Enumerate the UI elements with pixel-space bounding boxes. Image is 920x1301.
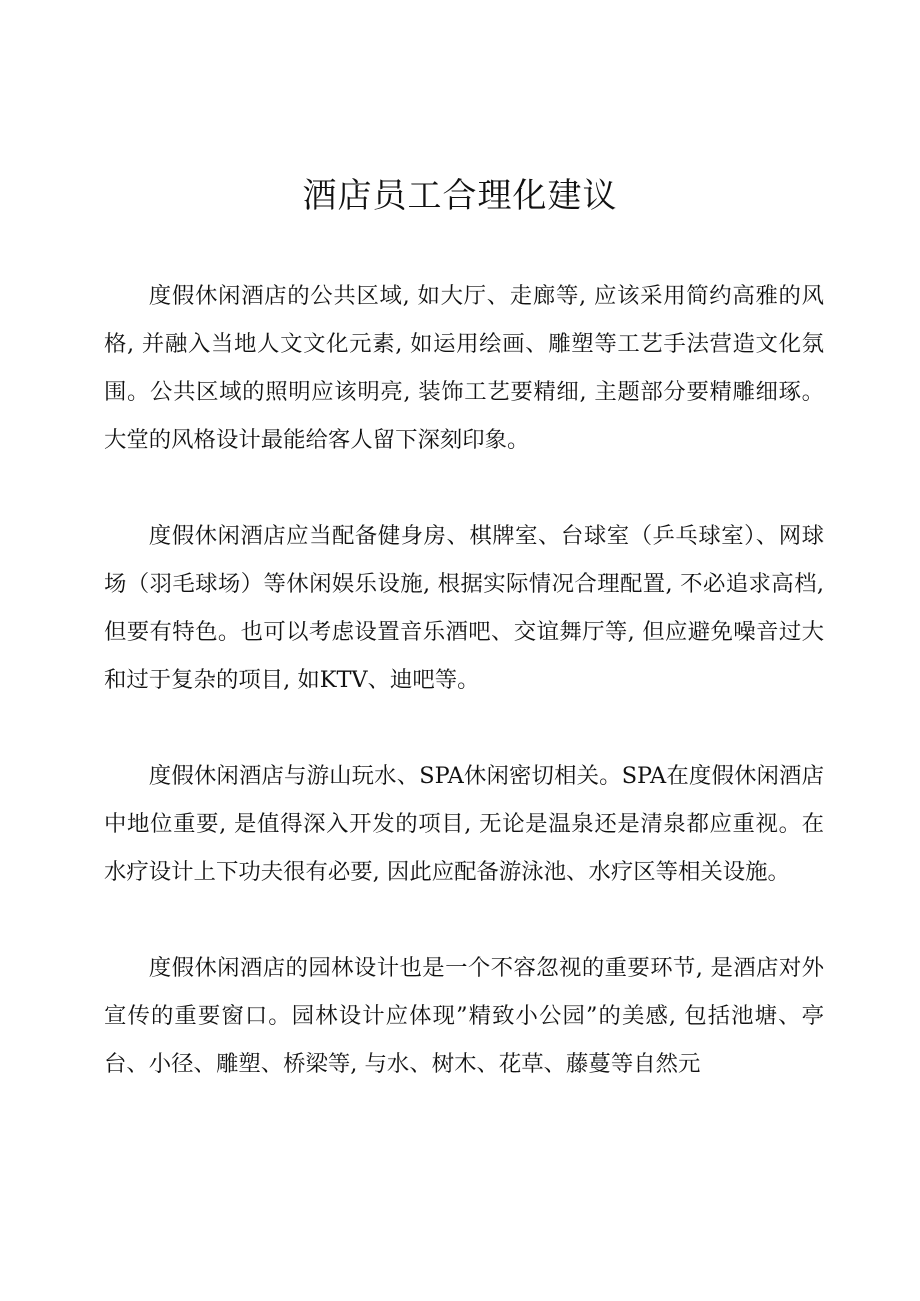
paragraph-public-areas: 度假休闲酒店的公共区域, 如大厅、走廊等, 应该采用简约高雅的风格, 并融入当地人文文化元素, 如运用绘画、雕塑等工艺手法营造文化氛围。公共区域的照明应该明亮, 装饰工艺要精细, 主题部分要精雕细琢。大堂的风格设计最能给客人留下深刻印象。: [104, 283, 824, 453]
paragraph-spa: 度假休闲酒店与游山玩水、SPA休闲密切相关。SPA在度假休闲酒店中地位重要, 是值得深入开发的项目, 无论是温泉还是清泉都应重视。在水疗设计上下功夫很有必要, 因此应配备游泳池、水疗区等相关设施。: [104, 763, 824, 885]
paragraph-garden-design: 度假休闲酒店的园林设计也是一个不容忽视的重要环节, 是酒店对外宣传的重要窗口。园林设计应体现”精致小公园”的美感, 包括池塘、亭台、小径、雕塑、桥梁等, 与水、树木、花草、藤蔓等自然元: [104, 955, 824, 1077]
document-title: 酒店员工合理化建议: [302, 176, 618, 216]
paragraph-leisure-facilities: 度假休闲酒店应当配备健身房、棋牌室、台球室（乒乓球室）、网球场（羽毛球场）等休闲娱乐设施, 根据实际情况合理配置, 不必追求高档, 但要有特色。也可以考虑设置音乐酒吧、交谊舞厅等, 但应避免噪音过大和过于复杂的项目, 如KTV、迪吧等。: [104, 523, 824, 693]
